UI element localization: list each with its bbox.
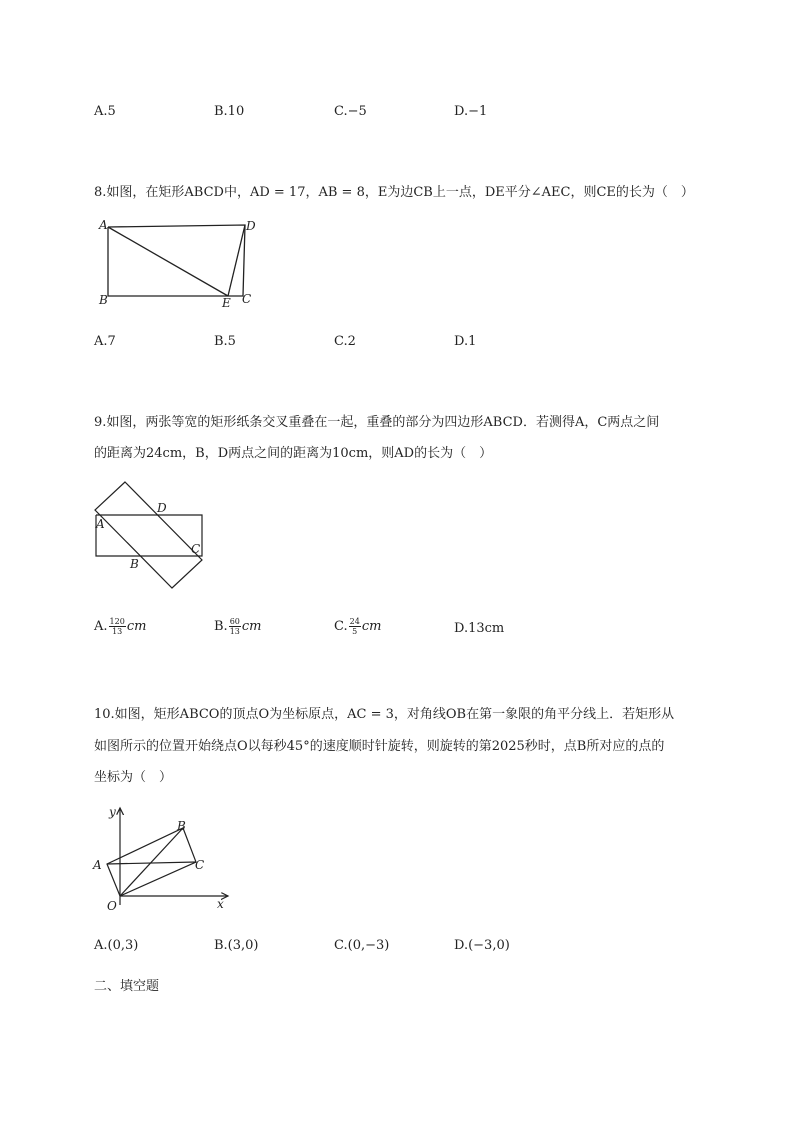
q10-label-b: B xyxy=(177,819,186,833)
q8-label-e: E xyxy=(222,296,231,310)
q7-option-c: C.−5 xyxy=(334,104,367,119)
q9-question-line-1: 9.如图，两张等宽的矩形纸条交叉重叠在一起，重叠的部分为四边形ABCD．若测得A，C两点之间 xyxy=(94,415,660,430)
q10-label-c: C xyxy=(195,858,205,872)
q8-option-a: A.7 xyxy=(94,334,116,349)
q8-label-b: B xyxy=(99,293,108,307)
q8-option-d: D.1 xyxy=(454,334,477,349)
q9-option-b: B. $\frac{60}{13}$ cm xyxy=(214,617,262,636)
q8-option-c: C.2 xyxy=(334,334,356,349)
q10-option-c: C.(0,−3) xyxy=(334,938,390,953)
q9-label-d: D xyxy=(157,501,167,515)
q8-label-d: D xyxy=(246,219,256,233)
q8-label-c: C xyxy=(242,292,252,306)
q10-option-d: D.(−3,0) xyxy=(454,938,510,953)
q9-option-a: A. $\frac{120}{13}$ cm xyxy=(94,617,147,636)
q10-label-a: A xyxy=(93,858,102,872)
q7-option-a: A.5 xyxy=(94,104,116,119)
q9-label-c: C xyxy=(191,542,201,556)
q9-strips-figure xyxy=(90,480,210,592)
q10-label-o: O xyxy=(107,899,117,913)
q9-option-d: D.13cm xyxy=(454,621,505,636)
q9-question-line-2: 的距离为24cm，B，D两点之间的距离为10cm，则AD的长为（ ） xyxy=(94,446,493,461)
q9-option-c: C. $\frac{24}{5}$ cm xyxy=(334,617,382,636)
q10-question-line-2: 如图所示的位置开始绕点O以每秒45°的速度顺时针旋转，则旋转的第2025秒时，点B所对应的点的 xyxy=(94,739,665,754)
q9-label-b: B xyxy=(130,557,139,571)
q9-label-a: A xyxy=(96,517,105,531)
q8-label-a: A xyxy=(99,218,108,232)
q10-question-line-3: 坐标为（ ） xyxy=(94,770,173,785)
q8-rectangle-figure xyxy=(94,214,264,314)
q10-option-a: A.(0,3) xyxy=(94,938,139,953)
q7-option-d: D.−1 xyxy=(454,104,488,119)
q7-option-b: B.10 xyxy=(214,104,245,119)
q10-coordinate-figure xyxy=(90,800,235,920)
q10-label-y: y xyxy=(109,805,116,819)
q10-option-b: B.(3,0) xyxy=(214,938,259,953)
q8-question-text: 8.如图，在矩形ABCD中，AD = 17，AB = 8，E为边CB上一点，DE平分∠AEC，则CE的长为（ ） xyxy=(94,185,694,200)
q8-option-b: B.5 xyxy=(214,334,236,349)
q10-label-x: x xyxy=(217,897,224,911)
q10-question-line-1: 10.如图，矩形ABCO的顶点O为坐标原点，AC = 3，对角线OB在第一象限的角平分线上．若矩形从 xyxy=(94,707,675,722)
section-title-fill-blank: 二、填空题 xyxy=(94,979,160,994)
